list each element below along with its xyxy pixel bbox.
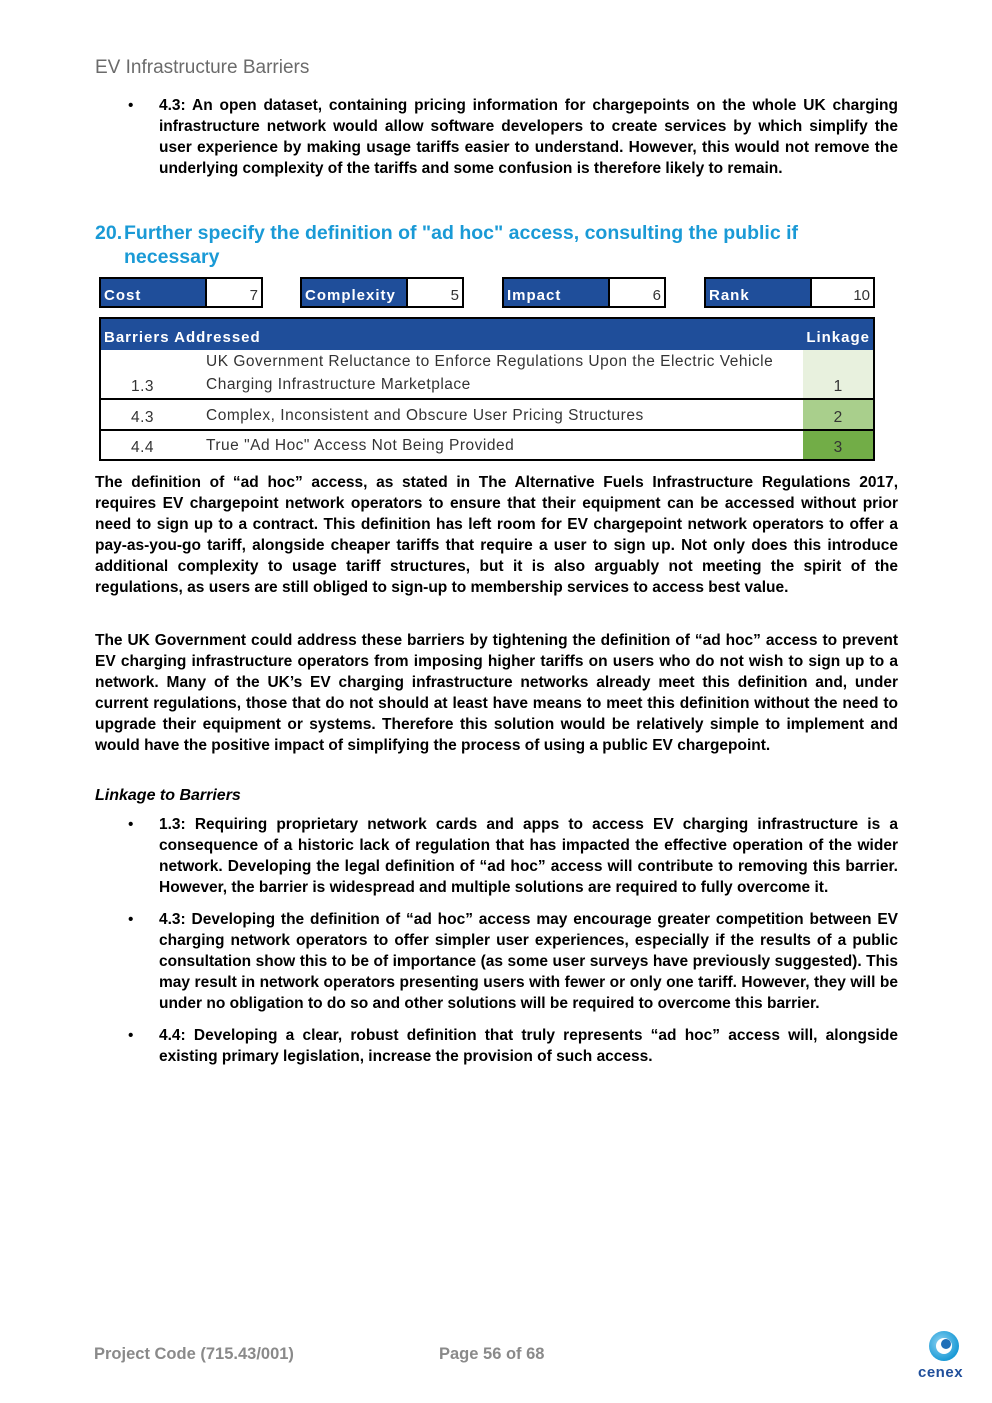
footer-page-number: Page 56 of 68 — [439, 1345, 545, 1363]
metric-impact — [502, 277, 666, 308]
top-bullet-list — [95, 95, 898, 179]
bullet-text: 1.3: Requiring proprietary network cards and apps to access EV charging infrastructure is a consequence of a historic lack of regulation that has impacted the effective operation of the wider network. Developing the legal definition of “ad hoc” access will contribute to removing this barrier. However, the barrier is widespread and multiple solutions are required to fully overcome it. — [159, 816, 898, 896]
metric-label: Cost — [101, 279, 205, 306]
logo-text: cenex — [918, 1364, 964, 1381]
list-item — [95, 814, 898, 898]
linkage-value: 3 — [803, 430, 874, 460]
logo-mark-icon — [928, 1330, 960, 1362]
footer-project-code: Project Code (715.43/001) — [94, 1345, 294, 1363]
metric-value: 5 — [406, 279, 462, 306]
bullet-marker: • — [128, 97, 134, 114]
metric-value: 10 — [810, 279, 873, 306]
table-header-row — [100, 318, 874, 350]
barrier-description: Complex, Inconsistent and Obscure User Pricing Structures — [206, 399, 803, 430]
barriers-header: Barriers Addressed — [100, 318, 803, 350]
list-item — [95, 1025, 898, 1067]
body-paragraph: The definition of “ad hoc” access, as stated in The Alternative Fuels Infrastructure Regulations 2017, requires EV chargepoint network operators to ensure that their equipment can be accessed without prior need to sign up to a contract. This definition has left room for EV chargepoint network operators to offer a pay-as-you-go tariff, alongside cheaper tariffs that require a user to sign up. Not only does this introduce additional complexity to usage tariff structures, but it is also arguably not meeting the spirit of the regulations, as users are still obliged to sign-up to membership services to access best value. — [95, 474, 898, 596]
bullet-text: 4.4: Developing a clear, robust definition that truly represents “ad hoc” access will, alongside existing primary legislation, increase the provision of such access. — [159, 1027, 898, 1065]
metric-label: Impact — [504, 279, 608, 306]
section-heading — [95, 221, 855, 269]
linkage-value: 1 — [803, 350, 874, 399]
table-row — [100, 430, 874, 460]
bullet-text: 4.3: An open dataset, containing pricing information for chargepoints on the whole UK charging infrastructure network would allow software developers to create services by which simplify the user experience by making usage tariffs easier to understand. However, this would not remove the underlying complexity of the tariffs and some confusion is therefore likely to remain. — [159, 97, 898, 177]
barrier-code: 1.3 — [130, 378, 155, 395]
body-paragraph: The UK Government could address these barriers by tightening the definition of “ad hoc” access to prevent EV charging infrastructure operators from imposing higher tariffs on users who do not wish to sign up to a network. Many of the UK’s EV charging infrastructure networks already meet this definition and, under current regulations, those that do not should at least have means to meet this definition without the need to upgrade their equipment or systems. Therefore this solution would be relatively simple to implement and would have the positive impact of simplifying the process of using a public EV chargepoint. — [95, 632, 898, 754]
metric-value: 6 — [608, 279, 664, 306]
cenex-logo — [915, 1330, 973, 1382]
bullet-marker: • — [128, 816, 134, 833]
section-number: 20. — [95, 222, 123, 244]
metric-complexity — [300, 277, 464, 308]
linkage-header: Linkage — [803, 318, 874, 350]
linkage-value: 2 — [803, 399, 874, 430]
list-item — [95, 909, 898, 1014]
section-title: Further specify the definition of "ad hoc" access, consulting the public if necessary — [124, 222, 798, 268]
metric-label: Complexity — [302, 279, 406, 306]
barrier-description: UK Government Reluctance to Enforce Regulations Upon the Electric Vehicle Charging Infrastructure Marketplace — [206, 353, 774, 393]
barrier-code: 4.4 — [100, 430, 206, 460]
metric-value: 7 — [205, 279, 261, 306]
linkage-bullet-list — [95, 814, 898, 1078]
table-row — [100, 350, 874, 399]
linkage-heading: Linkage to Barriers — [95, 787, 241, 804]
metric-rank — [704, 277, 875, 308]
bullet-marker: • — [128, 1027, 134, 1044]
bullet-marker: • — [128, 911, 134, 928]
barrier-description: True "Ad Hoc" Access Not Being Provided — [206, 430, 803, 460]
metric-cost — [99, 277, 263, 308]
barrier-code: 4.3 — [100, 399, 206, 430]
page-header-title: EV Infrastructure Barriers — [95, 57, 310, 78]
list-item — [95, 95, 898, 179]
barriers-table — [99, 317, 875, 461]
bullet-text: 4.3: Developing the definition of “ad hoc” access may encourage greater competition between EV charging network operators to offer simpler user experiences, especially if the results of a public consultation show this to be of importance (as some user surveys have previously suggested). This may result in network operators presenting users with fewer or only one tariff. However, they will be under no obligation to do so and other solutions will be required to overcome this barrier. — [159, 911, 898, 1012]
table-row — [100, 399, 874, 430]
metric-label: Rank — [706, 279, 810, 306]
